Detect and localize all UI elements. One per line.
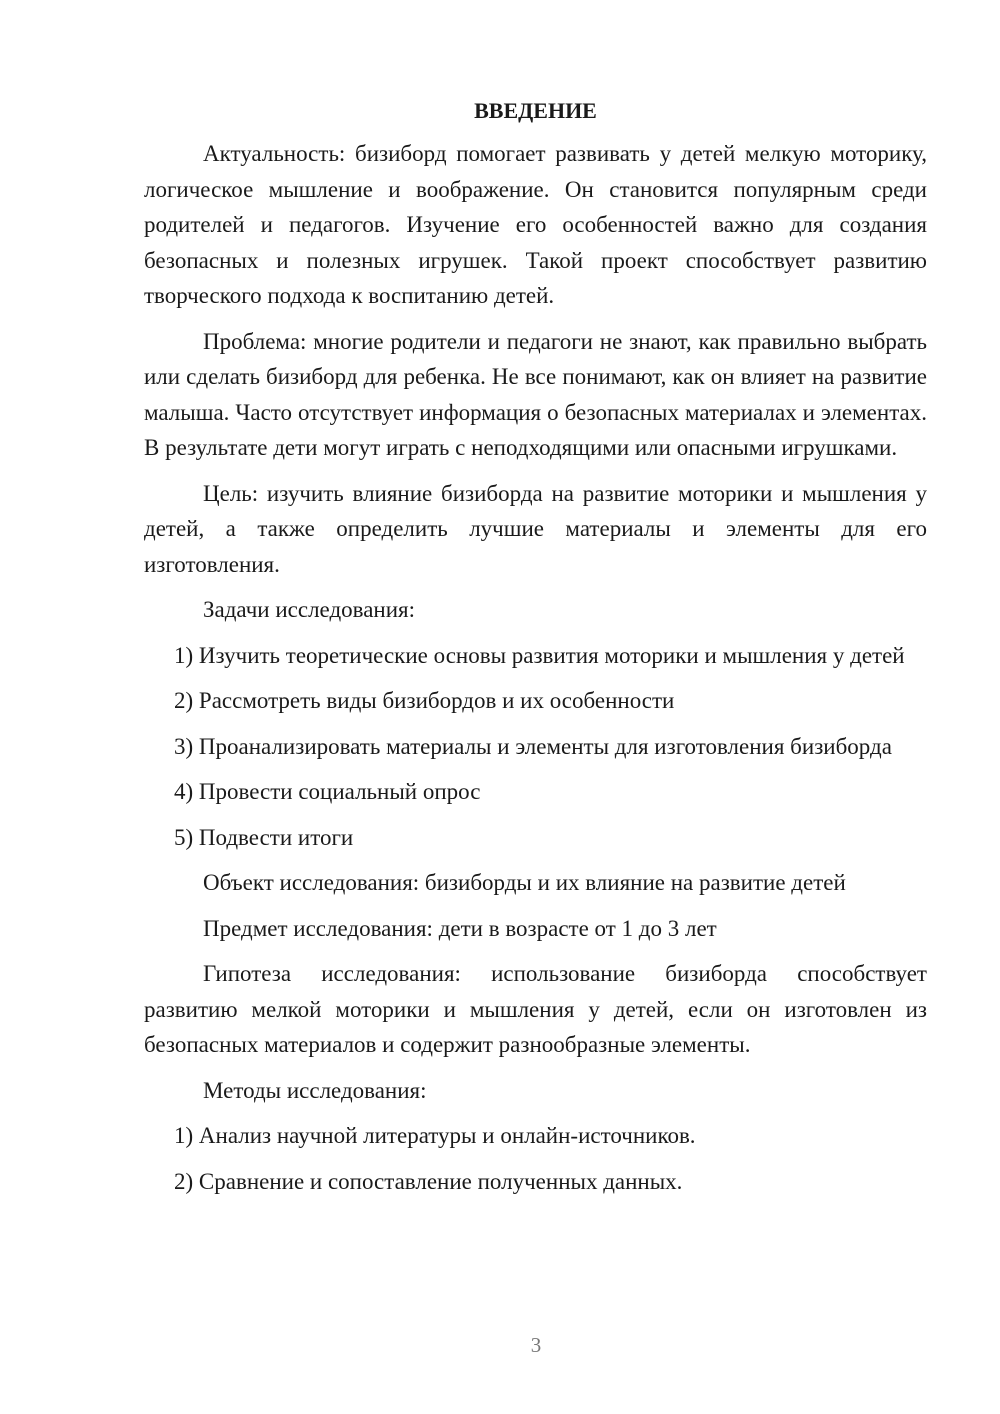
task-item-3: 3) Проанализировать материалы и элементы для изготовления бизиборда (174, 733, 892, 759)
task-item-1: 1) Изучить теоретические основы развития моторики и мышления у детей (174, 642, 905, 668)
tasks-title: Задачи исследования: (203, 597, 416, 622)
task-item-5: 5) Подвести итоги (174, 824, 354, 850)
section-heading: ВВЕДЕНИЕ (474, 98, 597, 123)
method-item-2: 2) Сравнение и сопоставление полученных данных. (174, 1168, 683, 1194)
paragraph-problem: Проблема: многие родители и педагоги не знают, как правильно выбрать или сделать бизиборд для ребенка. Не все понимают, как он влияет на развитие малыша. Часто отсутствует информация о безопасных материалах и элементах. В результате дети могут играть с неподходящими или опасными игрушками. (144, 328, 927, 460)
paragraph-relevance: Актуальность: бизиборд помогает развивать у детей мелкую моторику, логическое мышление и воображение. Он становится популярным среди родителей и педагогов. Изучение его особенностей важно для создания безопасных и полезных игрушек. Такой проект способствует развитию творческого подхода к воспитанию детей. (144, 141, 927, 308)
paragraph-subject: Предмет исследования: дети в возрасте от 1 до 3 лет (203, 915, 717, 941)
page-content (144, 96, 927, 1209)
paragraph-object: Объект исследования: бизиборды и их влияние на развитие детей (203, 870, 846, 895)
paragraph-goal: Цель: изучить влияние бизиборда на развитие моторики и мышления у детей, а также определить лучшие материалы и элементы для его изготовления. (144, 480, 927, 577)
page-number: 3 (530, 1333, 542, 1357)
methods-title: Методы исследования: (203, 1077, 427, 1103)
task-item-2: 2) Рассмотреть виды бизибордов и их особенности (174, 688, 675, 713)
paragraph-hypothesis: Гипотеза исследования: использование бизиборда способствует развитию мелкой моторики и мышления у детей, если он изготовлен из безопасных материалов и содержит разнообразные элементы. (144, 961, 927, 1057)
task-item-4: 4) Провести социальный опрос (174, 779, 481, 804)
method-item-1: 1) Анализ научной литературы и онлайн-источников. (174, 1123, 696, 1148)
